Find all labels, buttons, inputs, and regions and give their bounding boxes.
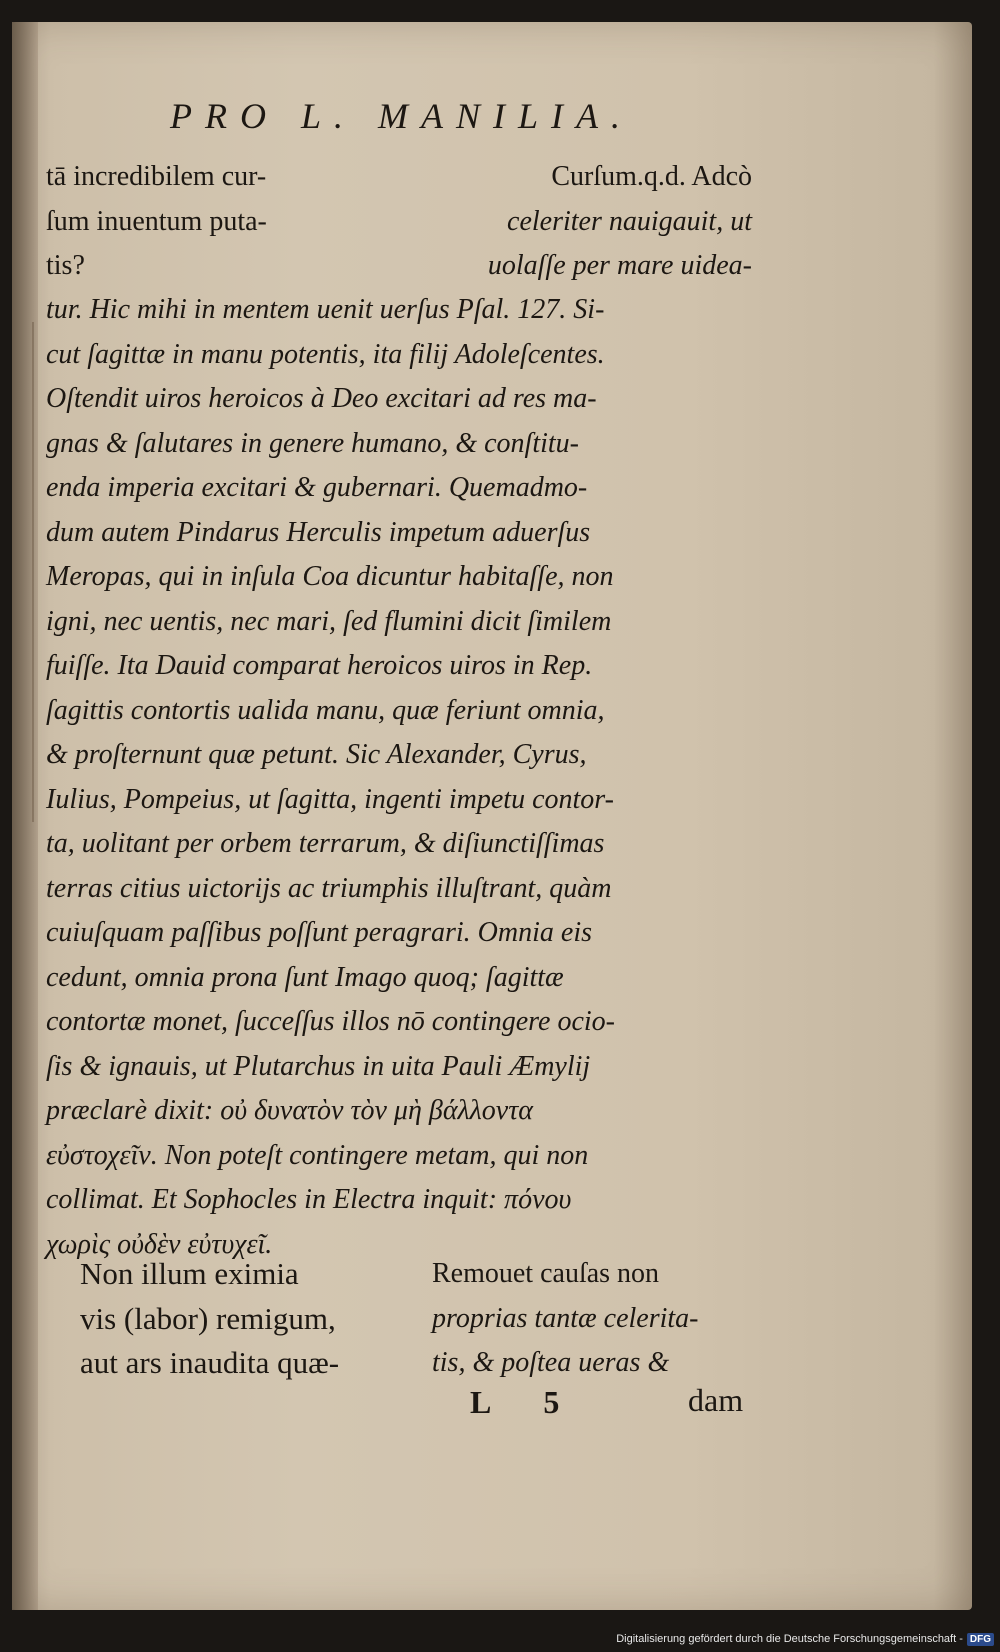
body-text	[46, 288, 766, 1267]
text-line: Meropas, qui in inſula Coa dicuntur habitaſſe, non	[46, 561, 614, 592]
text-line: uolaſſe per mare uidea-	[487, 250, 752, 281]
text-line: Non illum eximia	[80, 1256, 299, 1291]
text-line: vis (labor) remigum,	[80, 1300, 336, 1336]
text-line: χωρὶς οὐδὲν εὐτυχεῖ.	[46, 1228, 273, 1260]
text-line: aut ars inaudita quæ-	[80, 1345, 340, 1380]
text-line: terras citius uictorijs ac triumphis illuſtrant, quàm	[46, 872, 612, 904]
text-line: tā incredibilem cur-	[46, 161, 267, 192]
signature-number: 5	[543, 1384, 560, 1420]
text-line: εὐστοχεῖν. Non poteſt contingere metam, qui non	[46, 1139, 589, 1171]
text-line: ſum inuentum puta-	[46, 205, 267, 237]
digitization-footer	[616, 1630, 994, 1648]
text-line: cedunt, omnia prona ſunt Imago quoq; ſagittæ	[46, 961, 564, 993]
right-column-bottom	[432, 1252, 762, 1386]
catchword: dam	[688, 1382, 744, 1418]
text-line: cut ſagittæ in manu potentis, ita filij Adoleſcentes.	[46, 338, 605, 370]
text-line: dum autem Pindarus Herculis impetum aduerſus	[46, 516, 591, 548]
text-line: celeriter nauigauit, ut	[507, 205, 752, 237]
text-line: gnas & ſalutares in genere humano, & conſtitu-	[46, 427, 579, 459]
text-line: Remouet cauſas non	[432, 1258, 660, 1289]
left-column-top	[46, 155, 406, 289]
text-line: ta, uolitant per orbem terrarum, & diſiunctiſſimas	[46, 828, 605, 859]
text-line: cuiuſquam paſſibus poſſunt peragrari. Omnia eis	[46, 917, 592, 948]
dfg-logo: DFG	[967, 1633, 994, 1646]
text-line: fuiſſe. Ita Dauid comparat heroicos uiros in Rep.	[46, 650, 593, 681]
text-line: præclarè dixit: οὐ δυνατὸν τὸν μὴ βάλλοντα	[46, 1095, 533, 1126]
text-line: igni, nec uentis, nec mari, ſed flumini dicit ſimilem	[46, 605, 612, 637]
text-line: contortæ monet, ſucceſſus illos nō contingere ocio-	[46, 1006, 615, 1037]
signature-letter: L	[470, 1384, 492, 1420]
signature-mark	[470, 1384, 611, 1421]
running-head: PRO L. MANILIA.	[170, 96, 633, 136]
footer-text: Digitalisierung gefördert durch die Deutsche Forschungsgemeinschaft -	[616, 1633, 963, 1645]
right-column-top	[412, 155, 752, 289]
text-line: enda imperia excitari & gubernari. Quemadmo-	[46, 472, 588, 503]
text-line: ſis & ignauis, ut Plutarchus in uita Pauli Æmylij	[46, 1050, 591, 1082]
text-line: tis?	[46, 250, 85, 281]
page-edge-mark	[32, 322, 34, 822]
text-line: tur. Hic mihi in mentem uenit uerſus Pſal. 127. Si-	[46, 294, 605, 325]
text-line: Oſtendit uiros heroicos à Deo excitari ad res ma-	[46, 383, 597, 414]
text-line: ſagittis contortis ualida manu, quæ feriunt omnia,	[46, 694, 605, 726]
text-line: collimat. Et Sophocles in Electra inquit: πόνου	[46, 1184, 572, 1215]
text-line: & proſternunt quæ petunt. Sic Alexander, Cyrus,	[46, 739, 587, 770]
text-line: Curſum.q.d. Adcò	[551, 161, 752, 192]
text-line: proprias tantæ celerita-	[432, 1302, 699, 1334]
left-column-bottom	[80, 1252, 420, 1386]
text-line: tis, & poſtea ueras &	[432, 1347, 670, 1378]
text-line: Iulius, Pompeius, ut ſagitta, ingenti impetu contor-	[46, 783, 614, 815]
